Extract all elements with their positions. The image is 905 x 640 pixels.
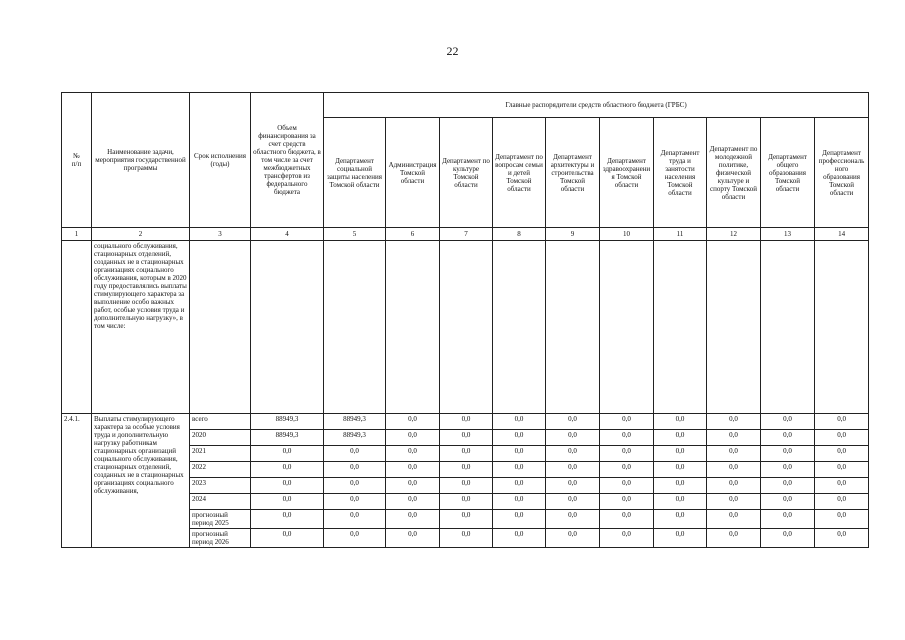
value-cell: 0,0 (493, 529, 546, 548)
value-cell: 0,0 (815, 414, 869, 430)
empty-cell (707, 241, 761, 414)
value-cell: 0,0 (546, 446, 600, 462)
value-cell: 0,0 (493, 430, 546, 446)
value-cell: 0,0 (600, 414, 654, 430)
header-row-1 (62, 93, 869, 118)
column-number: 7 (440, 228, 493, 241)
value-cell: 0,0 (493, 462, 546, 478)
value-cell: 0,0 (386, 529, 440, 548)
header-grbs-7: Департамент труда и занятости населения Томской области (654, 118, 707, 228)
value-cell: 0,0 (440, 494, 493, 510)
value-cell: 0,0 (761, 510, 815, 529)
value-cell: 0,0 (324, 478, 386, 494)
header-grbs-2: Администрация Томской области (386, 118, 440, 228)
continuation-row (62, 241, 869, 414)
value-cell: 0,0 (600, 446, 654, 462)
value-cell: 0,0 (600, 494, 654, 510)
value-cell: 0,0 (440, 462, 493, 478)
value-cell: 0,0 (707, 462, 761, 478)
table-row (62, 414, 869, 430)
value-cell: 0,0 (440, 529, 493, 548)
value-cell: 0,0 (815, 510, 869, 529)
column-number: 3 (190, 228, 251, 241)
value-cell: 0,0 (654, 430, 707, 446)
value-cell: 0,0 (251, 462, 324, 478)
value-cell: 0,0 (546, 494, 600, 510)
value-cell: 0,0 (707, 529, 761, 548)
header-grbs-3: Департамент по культуре Томской области (440, 118, 493, 228)
header-task: Наименование задачи, мероприятия государственной программы (92, 93, 190, 228)
value-cell: 0,0 (600, 510, 654, 529)
column-number: 5 (324, 228, 386, 241)
item-number: 2.4.1. (62, 414, 92, 548)
value-cell: 0,0 (386, 462, 440, 478)
column-number: 1 (62, 228, 92, 241)
value-cell: 0,0 (600, 462, 654, 478)
item-name: Выплаты стимулирующего характера за особые условия труда и дополнительную нагрузку работникам стационарных организаций социального обслуживания, стационарных отделений, созданных не в стационарных организациях социального обслуживания, (92, 414, 190, 548)
value-cell: 0,0 (386, 494, 440, 510)
header-grbs-group: Главные распорядители средств областного бюджета (ГРБС) (324, 93, 869, 118)
empty-cell (251, 241, 324, 414)
header-grbs-10: Департамент профессионального образования Томской области (815, 118, 869, 228)
page-number: 22 (446, 44, 459, 58)
value-cell: 0,0 (654, 462, 707, 478)
empty-cell (654, 241, 707, 414)
column-number: 6 (386, 228, 440, 241)
value-cell: 0,0 (815, 529, 869, 548)
value-cell: 0,0 (707, 414, 761, 430)
value-cell: 0,0 (546, 462, 600, 478)
value-cell: 0,0 (251, 510, 324, 529)
value-cell: 88949,3 (251, 414, 324, 430)
empty-cell (62, 241, 92, 414)
value-cell: 0,0 (324, 462, 386, 478)
empty-cell (546, 241, 600, 414)
continuation-text: социального обслуживания, стационарных отделений, созданных не в стационарных организациях социального обслуживания, которым в 2020 году предоставлялись выплаты стимулирующего характера за выполнение особо важных работ, особые условия труда и дополнительную нагрузку», в том числе: (92, 241, 190, 414)
value-cell: 0,0 (761, 462, 815, 478)
period-cell: всего (190, 414, 251, 430)
period-cell: 2024 (190, 494, 251, 510)
value-cell: 0,0 (493, 414, 546, 430)
value-cell: 0,0 (761, 430, 815, 446)
value-cell: 0,0 (324, 446, 386, 462)
value-cell: 0,0 (654, 510, 707, 529)
column-number-row (62, 228, 869, 241)
value-cell: 0,0 (707, 478, 761, 494)
header-term: Срок исполнения (годы) (190, 93, 251, 228)
value-cell: 0,0 (707, 446, 761, 462)
column-number: 14 (815, 228, 869, 241)
value-cell: 0,0 (815, 478, 869, 494)
value-cell: 0,0 (761, 494, 815, 510)
column-number: 13 (761, 228, 815, 241)
value-cell: 0,0 (815, 494, 869, 510)
header-num: № п/п (62, 93, 92, 228)
value-cell: 0,0 (251, 446, 324, 462)
value-cell: 88949,3 (324, 414, 386, 430)
value-cell: 0,0 (386, 446, 440, 462)
header-grbs-1: Департамент социальной защиты населения Томской области (324, 118, 386, 228)
header-grbs-4: Департамент по вопросам семьи и детей Томской области (493, 118, 546, 228)
value-cell: 88949,3 (324, 430, 386, 446)
value-cell: 0,0 (493, 446, 546, 462)
value-cell: 0,0 (654, 446, 707, 462)
value-cell: 0,0 (440, 414, 493, 430)
header-grbs-6: Департамент здравоохранения Томской области (600, 118, 654, 228)
value-cell: 0,0 (815, 462, 869, 478)
value-cell: 0,0 (493, 510, 546, 529)
value-cell: 0,0 (815, 430, 869, 446)
value-cell: 0,0 (324, 494, 386, 510)
header-grbs-5: Департамент архитектуры и строительства Томской области (546, 118, 600, 228)
period-cell: прогнозный период 2026 (190, 529, 251, 548)
header-volume: Объем финансирования за счет средств областного бюджета, в том числе за счет межбюджетных трансфертов из федерального бюджета (251, 93, 324, 228)
column-number: 8 (493, 228, 546, 241)
column-number: 12 (707, 228, 761, 241)
value-cell: 0,0 (324, 510, 386, 529)
column-number: 11 (654, 228, 707, 241)
value-cell: 0,0 (546, 414, 600, 430)
column-number: 10 (600, 228, 654, 241)
value-cell: 0,0 (386, 478, 440, 494)
header-grbs-8: Департамент по молодежной политике, физической культуре и спорту Томской области (707, 118, 761, 228)
value-cell: 0,0 (546, 478, 600, 494)
value-cell: 0,0 (493, 494, 546, 510)
value-cell: 0,0 (654, 414, 707, 430)
value-cell: 0,0 (600, 529, 654, 548)
column-number: 9 (546, 228, 600, 241)
value-cell: 0,0 (251, 529, 324, 548)
value-cell: 0,0 (761, 446, 815, 462)
value-cell: 0,0 (546, 510, 600, 529)
value-cell: 0,0 (324, 529, 386, 548)
value-cell: 0,0 (707, 430, 761, 446)
period-cell: 2020 (190, 430, 251, 446)
value-cell: 0,0 (493, 478, 546, 494)
value-cell: 0,0 (707, 510, 761, 529)
value-cell: 0,0 (386, 430, 440, 446)
value-cell: 0,0 (251, 478, 324, 494)
value-cell: 0,0 (546, 430, 600, 446)
value-cell: 0,0 (546, 529, 600, 548)
column-number: 2 (92, 228, 190, 241)
value-cell: 0,0 (440, 510, 493, 529)
value-cell: 0,0 (761, 529, 815, 548)
period-cell: 2021 (190, 446, 251, 462)
value-cell: 0,0 (707, 494, 761, 510)
period-cell: прогнозный период 2025 (190, 510, 251, 529)
funding-table (61, 92, 869, 548)
empty-cell (190, 241, 251, 414)
period-cell: 2022 (190, 462, 251, 478)
value-cell: 0,0 (440, 478, 493, 494)
empty-cell (815, 241, 869, 414)
empty-cell (440, 241, 493, 414)
value-cell: 0,0 (251, 494, 324, 510)
empty-cell (493, 241, 546, 414)
value-cell: 0,0 (761, 478, 815, 494)
value-cell: 0,0 (600, 478, 654, 494)
value-cell: 0,0 (815, 446, 869, 462)
column-number: 4 (251, 228, 324, 241)
empty-cell (386, 241, 440, 414)
value-cell: 0,0 (386, 510, 440, 529)
empty-cell (761, 241, 815, 414)
empty-cell (324, 241, 386, 414)
value-cell: 0,0 (761, 414, 815, 430)
value-cell: 0,0 (440, 430, 493, 446)
period-cell: 2023 (190, 478, 251, 494)
header-grbs-9: Департамент общего образования Томской области (761, 118, 815, 228)
value-cell: 88949,3 (251, 430, 324, 446)
value-cell: 0,0 (654, 494, 707, 510)
value-cell: 0,0 (600, 430, 654, 446)
value-cell: 0,0 (386, 414, 440, 430)
value-cell: 0,0 (440, 446, 493, 462)
empty-cell (600, 241, 654, 414)
value-cell: 0,0 (654, 478, 707, 494)
value-cell: 0,0 (654, 529, 707, 548)
